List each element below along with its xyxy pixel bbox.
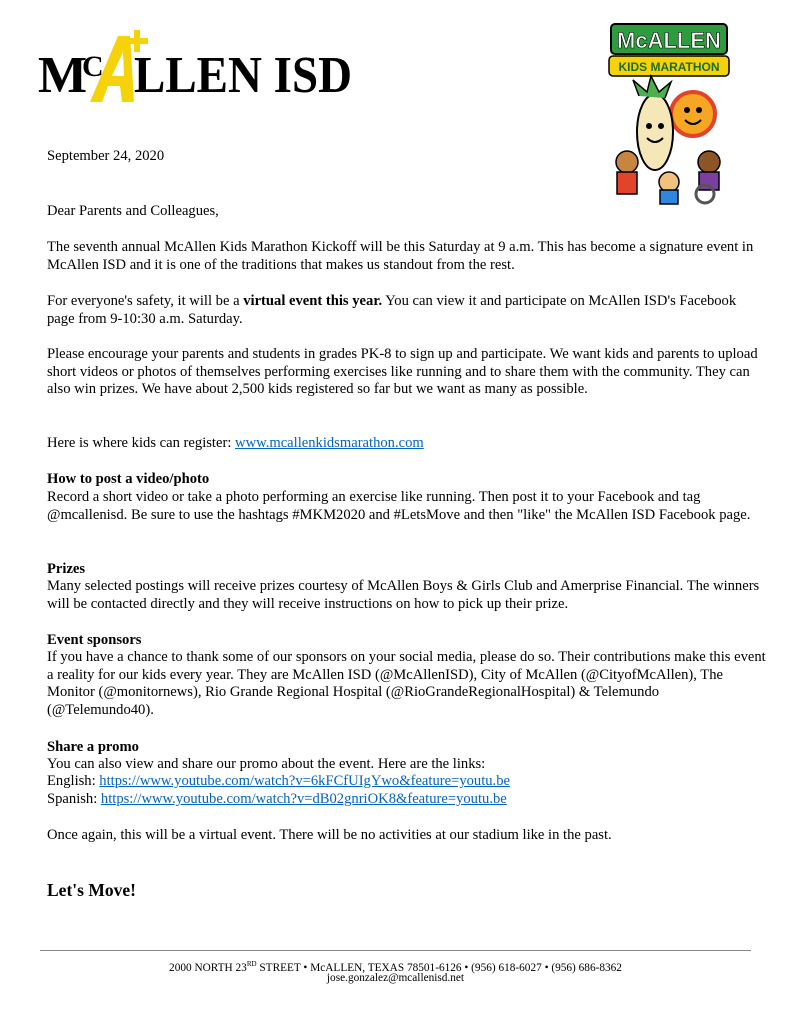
kids-marathon-logo — [605, 22, 733, 206]
svg-text:KIDS MARATHON: KIDS MARATHON — [618, 60, 720, 74]
register-link[interactable]: www.mcallenkidsmarathon.com — [235, 435, 424, 451]
spanish-promo-link[interactable]: https://www.youtube.com/watch?v=dB02gnriOK8&feature=youtu.be — [100, 791, 507, 807]
promo-heading: Share a promo — [47, 739, 139, 755]
paragraph-virtual: For everyone's safety, it will be a virtual event this year. You can view it and participate on McAllen ISD's Facebook page from 9-10:30 a.m. Saturday. — [47, 293, 737, 327]
paragraph-encourage: Please encourage your parents and students in grades PK-8 to sign up and participate. We want kids and parents to upload short videos or photos of themselves performing exercises like running and to share them with the community. They can also win prizes. We have about 2,500 kids registered so far but we want as many as possible. — [47, 346, 758, 398]
svg-text:M: M — [38, 47, 88, 104]
svg-text:McALLEN: McALLEN — [617, 28, 721, 53]
english-line: English: https://www.youtube.com/watch?v=6kFCfUIgYwo&feature=youtu.be — [47, 773, 510, 789]
footer-address: 2000 NORTH 23RD STREET • McALLEN, TEXAS 78501-6126 • (956) 618-6027 • (956) 686-8362 — [169, 960, 622, 974]
footer-email: jose.gonzalez@mcallenisd.net — [326, 972, 465, 984]
sponsors-heading: Event sponsors — [47, 632, 142, 648]
spanish-line: Spanish: https://www.youtube.com/watch?v=dB02gnriOK8&feature=youtu.be — [47, 791, 507, 807]
mcallen-isd-logo — [38, 24, 358, 104]
salutation: Dear Parents and Colleagues, — [47, 203, 219, 219]
svg-text:C: C — [82, 50, 104, 83]
closing-text: Once again, this will be a virtual event. There will be no activities at our stadium like in the past. — [47, 827, 612, 843]
footer-divider — [40, 950, 751, 951]
howto-text: Record a short video or take a photo performing an exercise like running. Then post it to your Facebook and tag @mcallenisd. Be sure to use the hashtags #MKM2020 and #LetsMove and then "like" the McAllen ISD Facebook page. — [47, 489, 751, 523]
paragraph-intro: The seventh annual McAllen Kids Marathon Kickoff will be this Saturday at 9 a.m. This has become a signature event in McAllen ISD and it is one of the traditions that makes us standout from the rest. — [47, 239, 754, 273]
virtual-emphasis: virtual event this year. — [243, 293, 383, 309]
howto-heading: How to post a video/photo — [47, 471, 210, 487]
sponsors-text: If you have a chance to thank some of our sponsors on your social media, please do so. Their contributions make this event a reality for our kids every year. They are McAllen ISD (@McAllenISD), City of McAllen (@CityofMcAllen), The Monitor (@monitornews), Rio Grande Regional Hospital (@RioGrandeRegionalHospital) & Telemundo (@Telemundo40). — [47, 649, 766, 718]
paragraph-register: Here is where kids can register: www.mcallenkidsmarathon.com — [47, 435, 424, 451]
english-promo-link[interactable]: https://www.youtube.com/watch?v=6kFCfUIgYwo&feature=youtu.be — [99, 773, 510, 789]
prizes-heading: Prizes — [47, 561, 86, 577]
promo-text: You can also view and share our promo about the event. Here are the links: — [47, 756, 486, 772]
svg-text:LLEN ISD: LLEN ISD — [134, 47, 352, 104]
prizes-text: Many selected postings will receive prizes courtesy of McAllen Boys & Girls Club and Amerprise Financial. The winners will be contacted directly and they will receive instructions on how to pick up their prize. — [47, 578, 760, 612]
letter-date: September 24, 2020 — [47, 148, 165, 164]
lets-move: Let's Move! — [47, 880, 136, 900]
